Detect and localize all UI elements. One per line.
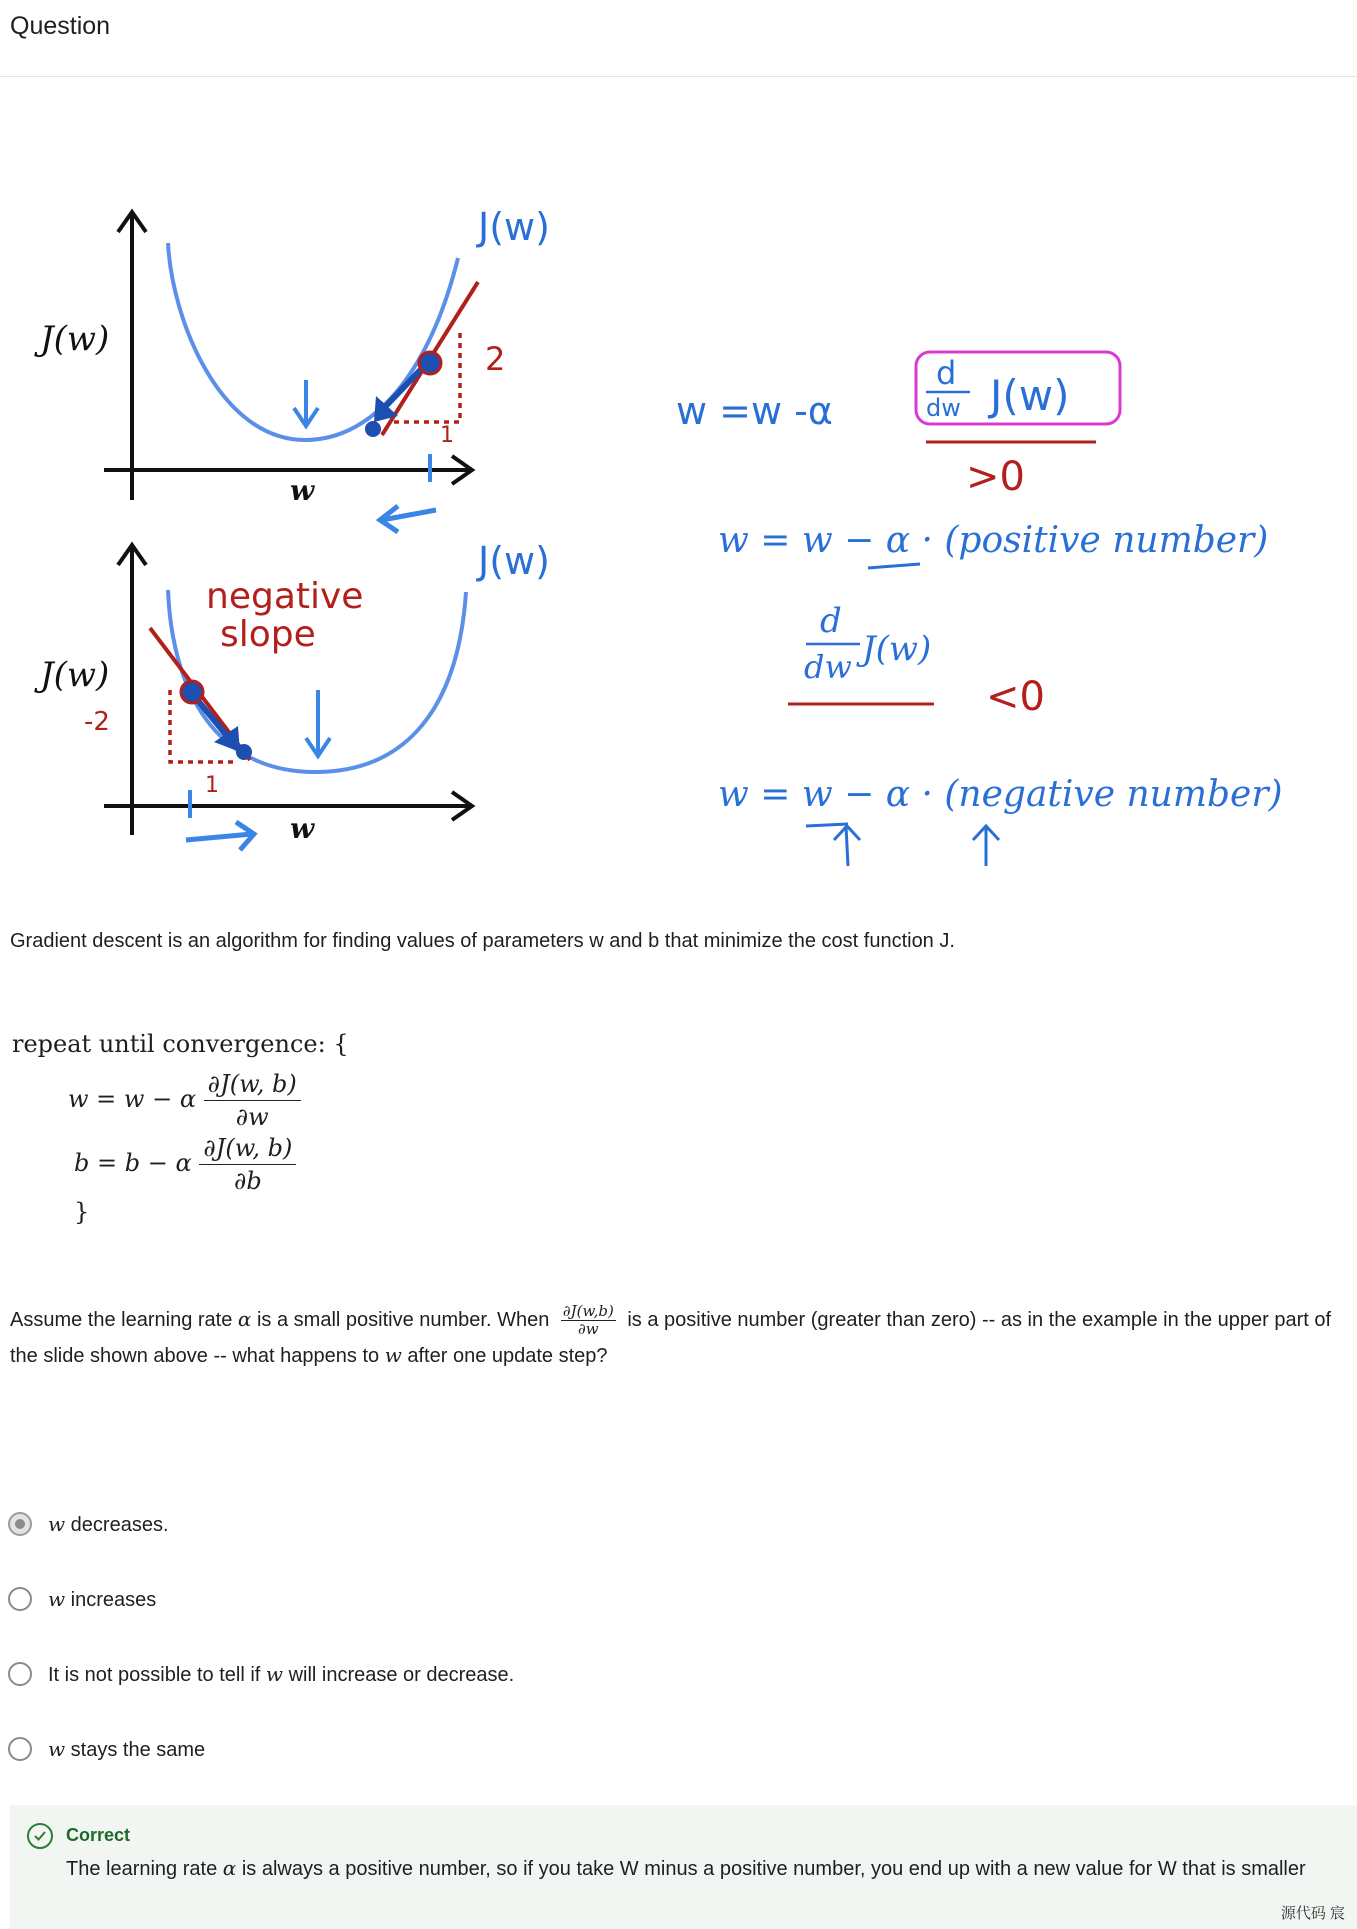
top-run-label: 1 bbox=[440, 423, 454, 448]
w-update-lhs: w = w − α bbox=[68, 1085, 197, 1113]
top-graph bbox=[34, 205, 550, 532]
option-cannot-tell[interactable] bbox=[8, 1658, 514, 1690]
bottom-start-point bbox=[181, 681, 203, 703]
bottom-direction-arrow bbox=[186, 834, 252, 840]
feedback-panel bbox=[10, 1805, 1357, 1929]
top-cost-curve bbox=[168, 243, 458, 440]
minus-up-arrow bbox=[846, 826, 848, 866]
option-w-decreases[interactable] bbox=[8, 1508, 169, 1540]
question-text: Assume the learning rate α is a small positive number. When $\frac{\partial J(w,b)}{\partial w}$ is a positive number (greater than zero) -- as in the example in the upper part of the slide shown above -- what happens to w after one update step? bbox=[10, 1302, 1332, 1368]
intro-text: Gradient descent is an algorithm for finding values of parameters w and b that minimize the cost function J. bbox=[10, 930, 955, 952]
top-start-point bbox=[419, 352, 441, 374]
bottom-derivative-den: dw bbox=[804, 648, 852, 686]
feedback-explanation: The learning rate α is always a positive number, so if you take W minus a positive number, you end up with a new value for W that is smaller bbox=[66, 1856, 1306, 1880]
b-update-lhs: b = b − α bbox=[74, 1149, 192, 1177]
option-w-increases[interactable] bbox=[8, 1583, 156, 1615]
page-title: Question bbox=[10, 12, 111, 40]
negative-slope-line1: negative bbox=[206, 576, 364, 617]
top-rise-label: 2 bbox=[485, 340, 506, 378]
bottom-x-axis-label: w bbox=[290, 812, 315, 845]
top-update-rule bbox=[676, 352, 1268, 568]
bottom-graph bbox=[34, 539, 550, 850]
gradient-descent-algorithm bbox=[12, 1030, 412, 1230]
w-update bbox=[68, 1070, 301, 1131]
radio-cannot-tell[interactable] bbox=[8, 1662, 32, 1686]
option-label: w increases bbox=[48, 1586, 157, 1611]
option-label: w decreases. bbox=[48, 1511, 169, 1536]
w-update-fraction: $\frac{\partial J(w, b)}{\partial w}$ bbox=[204, 1070, 301, 1131]
bottom-end-point bbox=[236, 744, 252, 760]
algorithm-close: } bbox=[74, 1198, 90, 1226]
question-header bbox=[0, 0, 1357, 77]
bottom-rise-label: -2 bbox=[84, 707, 110, 737]
bottom-derivative-num: d bbox=[820, 601, 842, 641]
feedback-status: Correct bbox=[66, 1825, 131, 1845]
bottom-y-axis-label: J(w) bbox=[40, 655, 110, 695]
bottom-run-label: 1 bbox=[205, 773, 219, 798]
watermark: 源代码 宸 bbox=[1280, 1905, 1345, 1922]
option-stays-same[interactable] bbox=[8, 1733, 205, 1765]
minus-underline bbox=[806, 824, 848, 826]
b-update-fraction: $\frac{\partial J(w, b)}{\partial b}$ bbox=[199, 1134, 296, 1195]
top-typed-rule: w = w − α · (positive number) bbox=[718, 520, 1269, 561]
top-update-lhs: w =w -α bbox=[676, 389, 833, 433]
question-fraction: $\frac{\partial J(w,b)}{\partial w}$ bbox=[562, 1302, 614, 1339]
radio-stays-same[interactable] bbox=[8, 1737, 32, 1761]
top-y-axis-label: J(w) bbox=[40, 319, 110, 359]
option-label: It is not possible to tell if w will increase or decrease. bbox=[48, 1661, 515, 1686]
algorithm-header: repeat until convergence: { bbox=[12, 1030, 349, 1058]
bottom-curve-label: J(w) bbox=[478, 539, 550, 583]
radio-w-increases[interactable] bbox=[8, 1587, 32, 1611]
top-derivative-den: dw bbox=[926, 394, 961, 422]
bottom-typed-rule: w = w − α · (negative number) bbox=[718, 774, 1283, 815]
bottom-derivative-func: J(w) bbox=[862, 629, 932, 669]
top-derivative-func: J(w) bbox=[990, 371, 1070, 420]
bottom-negative-annotation: <0 bbox=[986, 674, 1045, 720]
slide-figure bbox=[0, 170, 1357, 890]
alpha-underline bbox=[868, 564, 920, 568]
top-curve-label: J(w) bbox=[478, 205, 550, 249]
gradient-descent-slide bbox=[0, 170, 1357, 890]
radio-w-decreases[interactable] bbox=[8, 1512, 32, 1536]
top-x-axis-label: w bbox=[290, 474, 315, 507]
option-label: w stays the same bbox=[48, 1736, 206, 1761]
b-update bbox=[74, 1134, 296, 1195]
check-circle-icon bbox=[27, 1823, 53, 1849]
negative-slope-line2: slope bbox=[220, 614, 316, 655]
top-end-point bbox=[365, 421, 381, 437]
bottom-update-rule bbox=[718, 601, 1283, 866]
top-derivative-num: d bbox=[936, 354, 957, 392]
top-positive-annotation: >0 bbox=[966, 454, 1025, 500]
